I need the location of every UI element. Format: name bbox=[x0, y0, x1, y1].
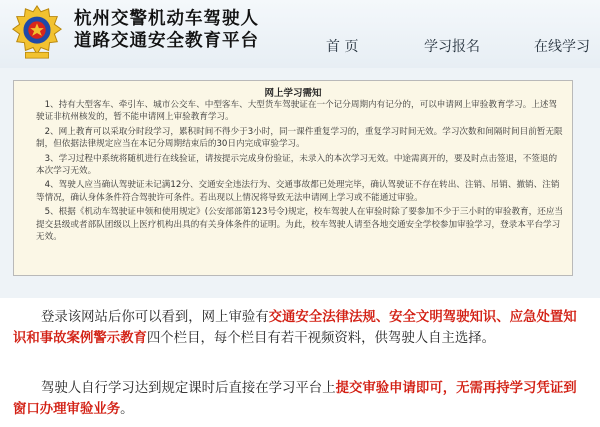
site-title bbox=[74, 8, 259, 52]
notice-item: 4、驾驶人应当确认驾驶证未记满12分、交通安全违法行为、交通事故都已处理完毕，确认驾驶证不存在转出、注销、吊销、撤销、注销等情况，确认身体条件符合驾驶许可条件。若出现以上情况将导致无法申请网上学习或不能通过审验。 bbox=[36, 180, 560, 203]
notice-item: 5、根据《机动车驾驶证申领和使用规定》(公安部部第123号令)规定，校车驾驶人在审验时除了要参加不少于三小时的审验教育，还应当提交县级或者部队团级以上医疗机构出具的有关身体条件的证明。为此，校车驾驶人请至各地交通安全学校参加审验学习，登录本平台学习无效。 bbox=[36, 207, 564, 243]
nav-online-learning-link[interactable]: 在线学习 bbox=[534, 39, 590, 55]
notice-title: 网上学习需知 bbox=[264, 88, 322, 99]
article-highlight: 提交审验申请即可，无需再持学习凭证到窗口办理审验业务 bbox=[13, 381, 577, 417]
article-text: 登录该网站后你可以看到，网上审验有 bbox=[41, 310, 269, 325]
article-text: 四个栏目，每个栏目有若干视频资料，供驾驶人自主选择。 bbox=[146, 331, 496, 346]
notice-item: 3、学习过程中系统将随机进行在线验证，请按提示完成身份验证，未录入的本次学习无效。中途需离开的，要及时点击签退，不签退的本次学习无效。 bbox=[36, 153, 558, 177]
site-title-line1: 杭州交警机动车驾驶人 bbox=[74, 9, 259, 29]
site-header bbox=[0, 0, 600, 68]
article-paragraph-2 bbox=[13, 378, 588, 420]
notice-item: 2、网上教育可以采取分时段学习，累积时间不得少于3小时，同一课件重复学习的，重复学习时间无效。学习次数和间隔时间目前暂无限制，但依据法律规定应当在本记分周期结束后的30日内完成审验学习。 bbox=[36, 126, 563, 150]
notice-box bbox=[13, 80, 573, 276]
article-paragraph-1 bbox=[13, 307, 588, 349]
article-text: 。 bbox=[120, 402, 134, 417]
article-highlight: 交通安全法律法规、安全文明驾驶知识、应急处置知识和事故案例警示教育 bbox=[13, 310, 577, 346]
site-title-line2: 道路交通安全教育平台 bbox=[74, 31, 259, 51]
nav-home-link[interactable]: 首 页 bbox=[326, 39, 359, 55]
nav-registration-link[interactable]: 学习报名 bbox=[424, 39, 480, 55]
article-text: 驾驶人自行学习达到规定课时后直接在学习平台上 bbox=[41, 381, 336, 396]
notice-body bbox=[36, 99, 564, 245]
notice-item: 1、持有大型客车、牵引车、城市公交车、中型客车、大型货车驾驶证在一个记分周期内有记分的，可以申请网上审验教育学习。上述驾驶证非杭州核发的，暂不能申请网上审验教育学习。 bbox=[36, 100, 558, 123]
police-badge-icon bbox=[8, 4, 66, 62]
